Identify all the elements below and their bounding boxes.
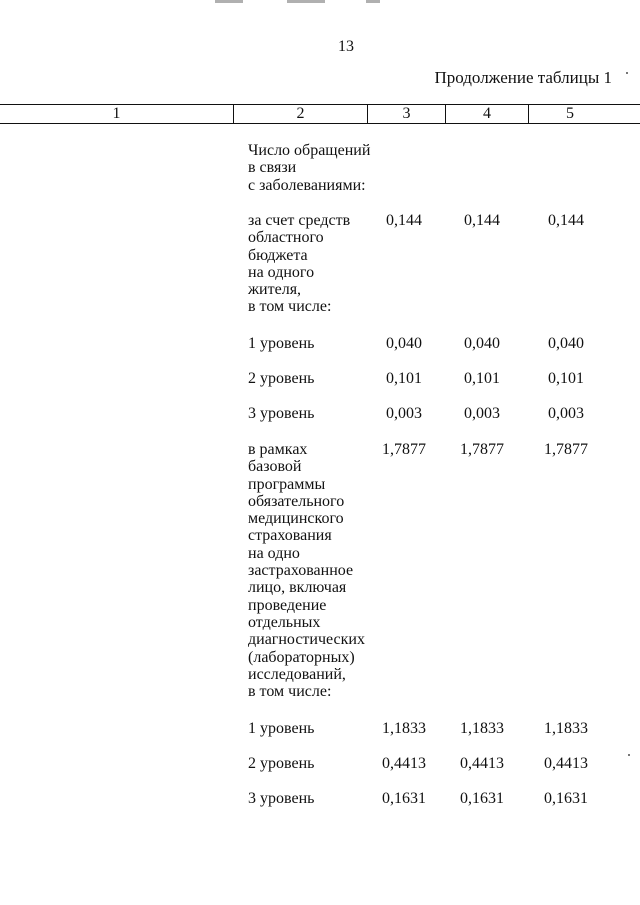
value-col3: 0,144 xyxy=(386,212,422,229)
value-col4: 1,1833 xyxy=(460,720,504,737)
value-col3: 0,4413 xyxy=(382,755,426,772)
row-label-level-3: 3 уровень xyxy=(248,790,315,807)
value-col5: 1,7877 xyxy=(544,441,588,458)
page-number: 13 xyxy=(338,38,354,55)
value-col5: 0,040 xyxy=(548,335,584,352)
scan-speck xyxy=(626,72,628,74)
value-col3: 0,040 xyxy=(386,335,422,352)
row-label-level-2: 2 уровень xyxy=(248,755,315,772)
row-label-level-3: 3 уровень xyxy=(248,405,315,422)
scan-artifact xyxy=(287,0,325,3)
value-col3: 0,101 xyxy=(386,370,422,387)
table-continuation-label: Продолжение таблицы 1 xyxy=(434,68,612,87)
value-col4: 1,7877 xyxy=(460,441,504,458)
scan-artifact xyxy=(215,0,243,3)
value-col5: 0,4413 xyxy=(544,755,588,772)
value-col4: 0,101 xyxy=(464,370,500,387)
value-col5: 0,101 xyxy=(548,370,584,387)
column-number-2: 2 xyxy=(296,105,305,122)
value-col5: 0,1631 xyxy=(544,790,588,807)
value-col3: 1,1833 xyxy=(382,720,426,737)
value-col5: 0,144 xyxy=(548,212,584,229)
value-col4: 0,003 xyxy=(464,405,500,422)
row-label-level-1: 1 уровень xyxy=(248,720,315,737)
value-col4: 0,1631 xyxy=(460,790,504,807)
scan-speck xyxy=(628,754,630,756)
column-number-3: 3 xyxy=(402,105,411,122)
row-label-regional-budget: за счет средств областного бюджета на одного жителя, в том числе: xyxy=(248,212,351,316)
value-col4: 0,4413 xyxy=(460,755,504,772)
table-header-row xyxy=(0,104,640,124)
value-col3: 1,7877 xyxy=(382,441,426,458)
scan-artifact xyxy=(366,0,380,3)
value-col3: 0,003 xyxy=(386,405,422,422)
column-number-4: 4 xyxy=(483,105,491,122)
row-label-level-1: 1 уровень xyxy=(248,335,315,352)
value-col4: 0,040 xyxy=(464,335,500,352)
row-label-visits-total: Число обращений в связи с заболеваниями: xyxy=(248,142,371,194)
column-number-1: 1 xyxy=(112,105,121,122)
value-col5: 0,003 xyxy=(548,405,584,422)
value-col4: 0,144 xyxy=(464,212,500,229)
row-label-level-2: 2 уровень xyxy=(248,370,315,387)
column-number-5: 5 xyxy=(566,105,574,122)
value-col3: 0,1631 xyxy=(382,790,426,807)
value-col5: 1,1833 xyxy=(544,720,588,737)
row-label-basic-oms-program: в рамках базовой программы обязательного медицинского страхования на одно застрахованное лицо, включая проведение отдельных диагностических (лабораторных) исследований, в том числе: xyxy=(248,441,365,701)
